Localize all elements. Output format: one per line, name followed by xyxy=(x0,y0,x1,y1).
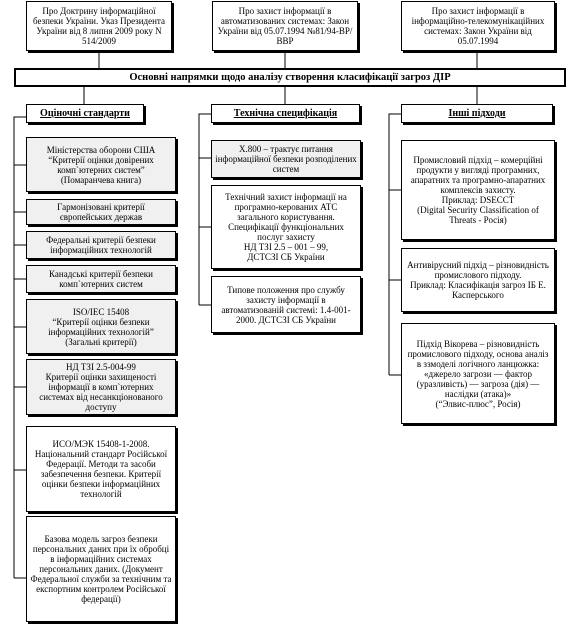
col3-item: Підхід Вікорева – різновидність промислового підходу, основа аналіз в ззмоделі логічного ланцюжка: «джерело загрози — фактор (уразливість) — загроза (дія) — наслідки (атака)» (“Элвис-плюс”, Росія) xyxy=(401,323,555,424)
col1-heading: Оціночні стандарти xyxy=(26,104,144,123)
col1-item: НД ТЗІ 2.5-004-99 Критерії оцінки захищеності інформації в комп`ютерних системах від несанкціонованого доступу xyxy=(26,359,176,415)
source-box-2: Про захист інформації в автоматизованих системах: Закон України від 05.07.1994 №81/94-ВР/ВВР xyxy=(212,1,358,51)
main-title: Основні напрямки щодо аналізу створення класифікації загроз ДІР xyxy=(14,68,566,87)
col1-item: Міністерства оборони США “Критерії оцінки довірених комп`ютерних систем” (Помаранчева книга) xyxy=(26,137,176,192)
col2-item: X.800 – трактує питання інформаційної безпеки розподілених систем xyxy=(211,140,361,178)
col2-item: Типове положення про службу захисту інформації в автоматизованій системі: 1.4-001-2000. ДСТСЗІ СБ України xyxy=(211,276,361,333)
col1-item: Канадські критерії безпеки комп`ютерних систем xyxy=(26,265,176,293)
col1-item: ISO/IEC 15408 “Критерії оцінки безпеки інформаційних технологій” (Загальні критерії) xyxy=(26,299,176,354)
col2-spine xyxy=(199,114,211,305)
col3-item: Промисловий підхід – комерційні продукти у вигляді програмних, апаратних та програмно-апаратних комплексів захисту. Приклад: DSECCT (Digital Security Classification of Threats - Росія) xyxy=(401,140,555,240)
col2-item: Технічний захист інформації на програмно-керованих АТС загального користування. Специфікації функціональних послуг захисту НД ТЗІ 2.5 – 001 – 99, ДСТСЗІ СБ України xyxy=(211,185,361,269)
col1-item: ИСО/МЭК 15408-1-2008. Національний стандарт Російської Федерації. Методи та засоби забезпечення безпеки. Критерії оцінки безпеки інформаційних технологій xyxy=(26,426,176,512)
col3-item: Антивірусний підхід – різновидність промислового підходу. Приклад: Класифікація загроз ІБ Е. Касперського xyxy=(401,248,555,312)
col1-item: Базова модель загроз безпеки персональних даних при їх обробці в інформаційних системах персональних даних. (Документ Федеральної служби за технічним та експортним контролем Російської федерації) xyxy=(26,516,176,622)
col2-heading: Технічна специфікація xyxy=(211,104,360,123)
source-box-3: Про захист інформації в інформаційно-телекомунікаційних системах: Закон України від 05.07.1994 xyxy=(401,1,555,51)
col3-heading: Інші підходи xyxy=(401,104,553,123)
col1-item: Гармонізовані критерії європейських держав xyxy=(26,199,176,225)
source-box-1: Про Доктрину інформаційної безпеки України. Указ Президента України від 8 липня 2009 року N 514/2009 xyxy=(26,1,172,51)
col1-item: Федеральні критерії безпеки інформаційних технологій xyxy=(26,231,176,259)
col3-spine xyxy=(389,114,401,375)
col1-spine xyxy=(14,117,26,578)
